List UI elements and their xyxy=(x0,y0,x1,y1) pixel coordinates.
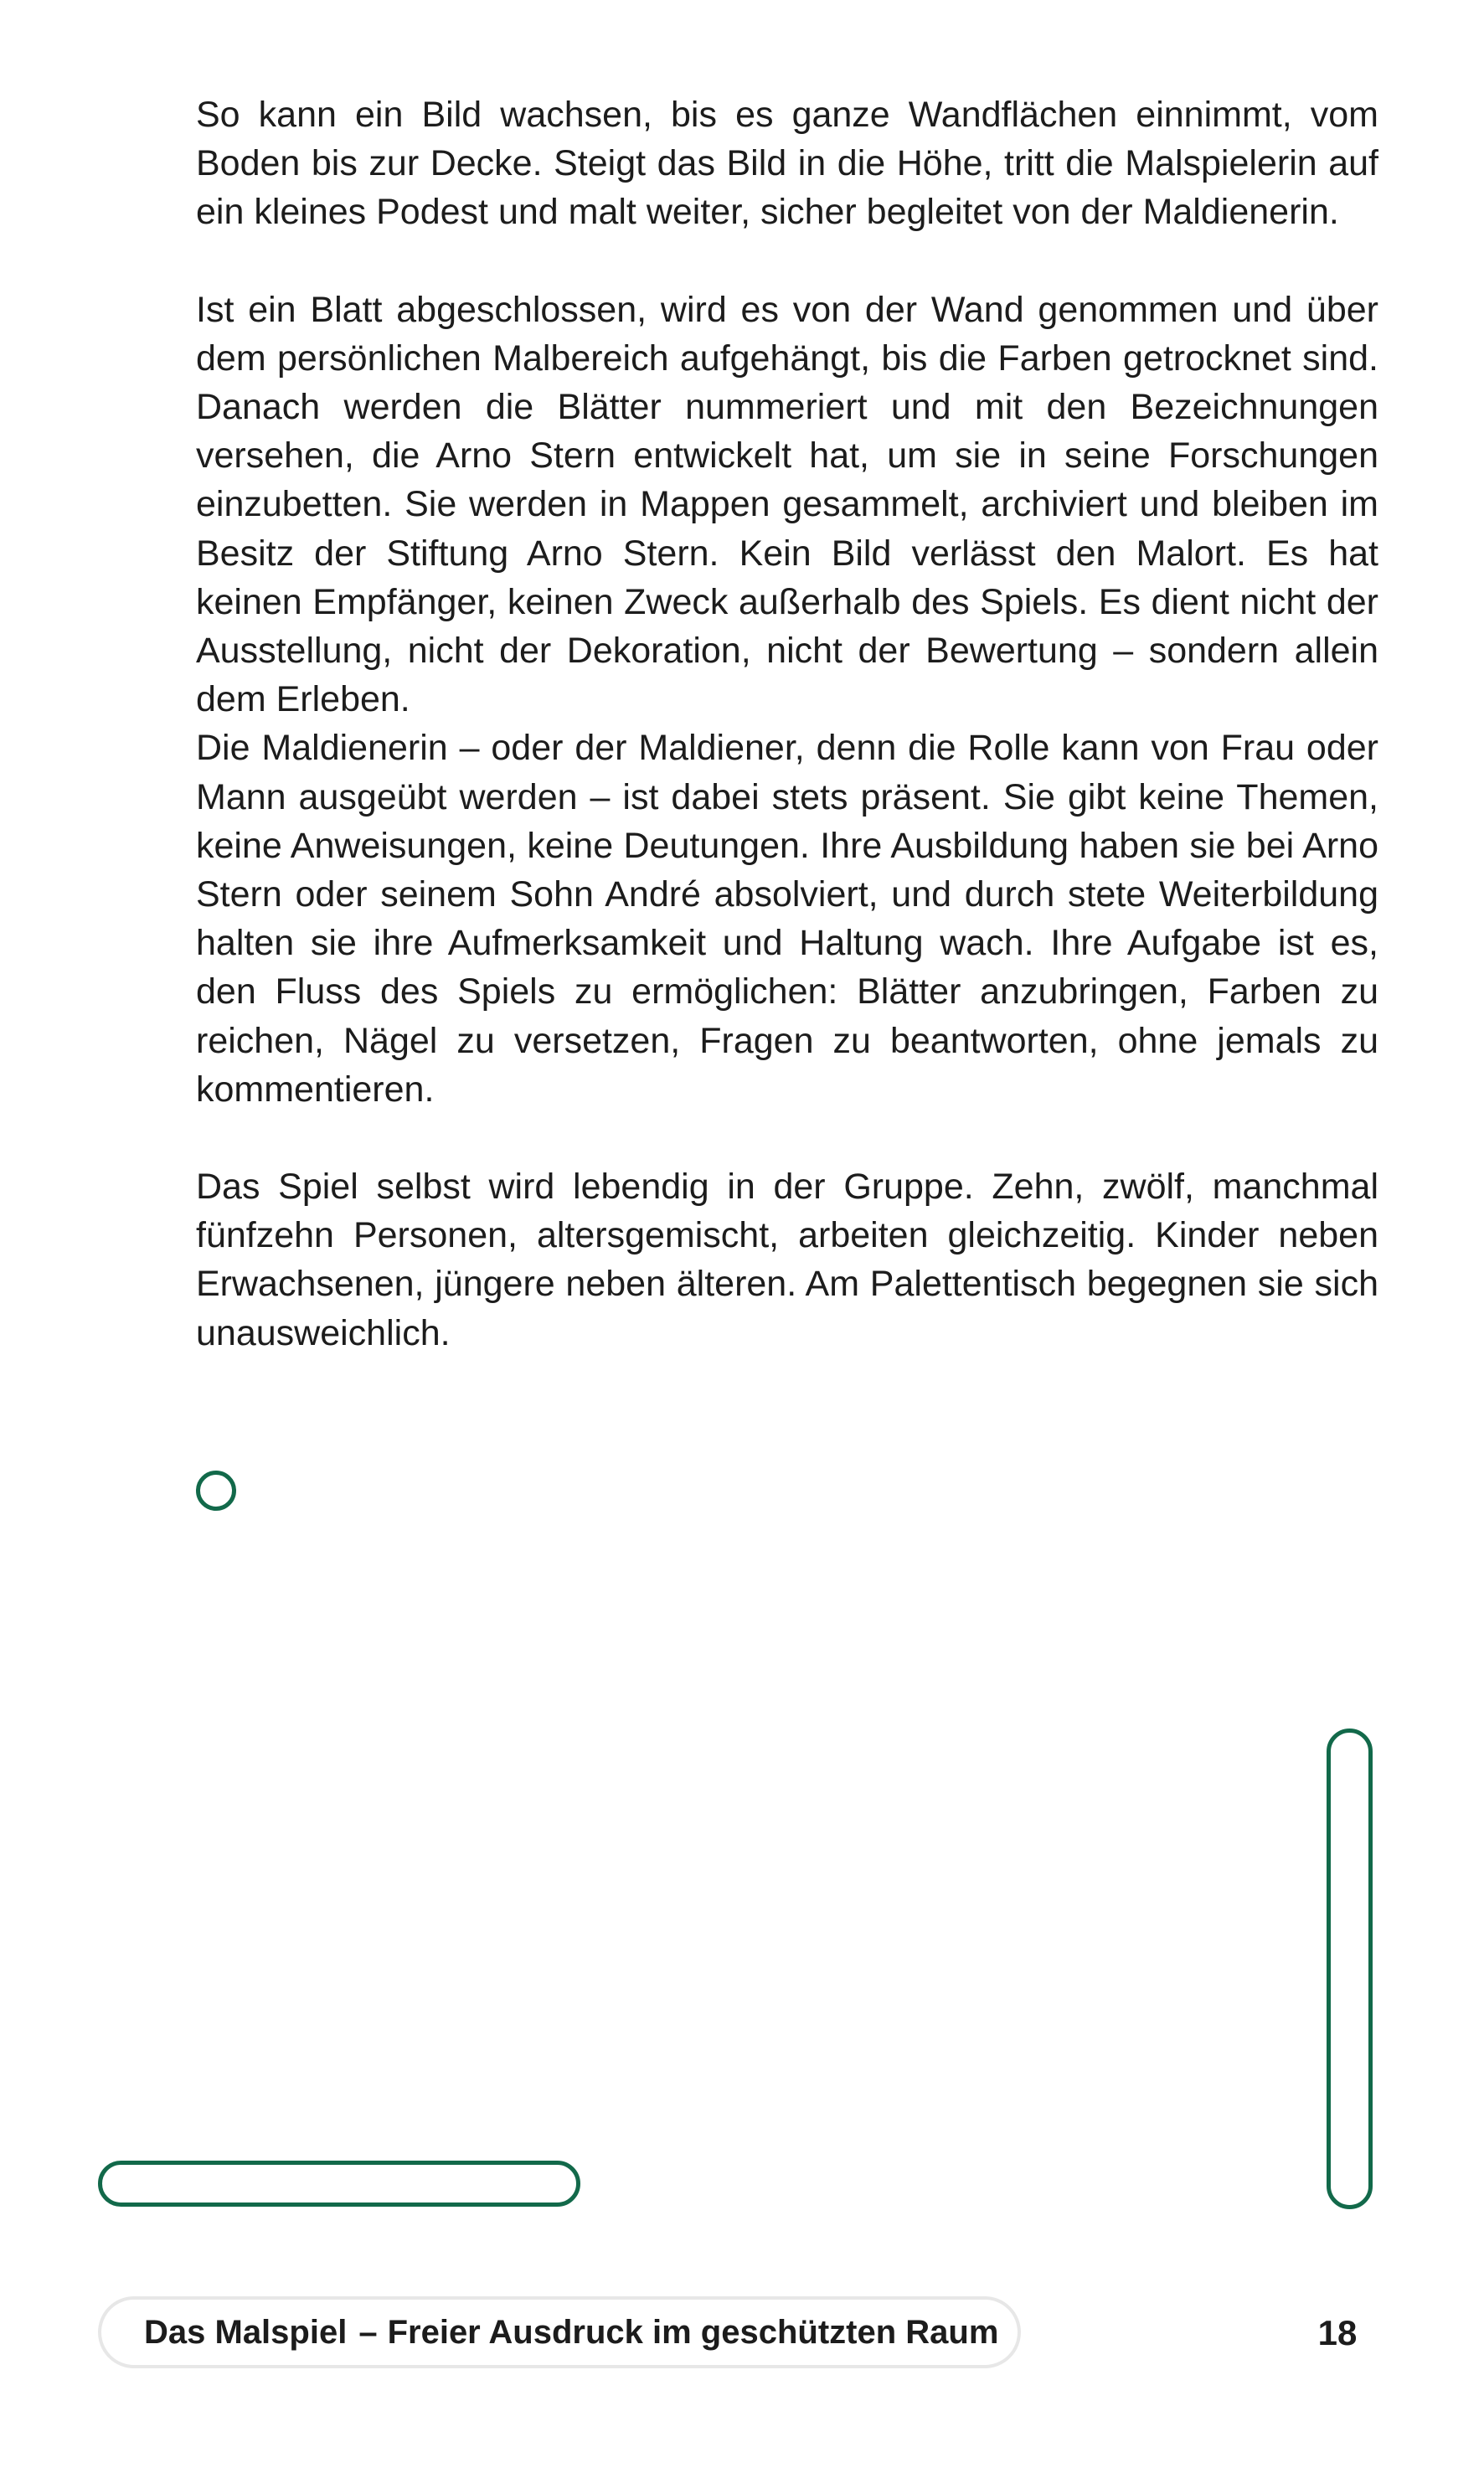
paragraph: So kann ein Bild wachsen, bis es ganze Wandflächen einnimmt, vom Boden bis zur Decke. Steigt das Bild in die Höhe, tritt die Malspielerin auf ein kleines Podest und malt weiter, sicher begleitet von der Maldienerin. xyxy=(196,95,1378,233)
decorative-circle-icon xyxy=(196,1471,236,1511)
paragraph: Ist ein Blatt abgeschlossen, wird es von der Wand genommen und über dem persönlichen Malbereich aufgehängt, bis die Farben getrocknet sind. Danach werden die Blätter nummeriert und mit den Bezeichnungen versehen, die Arno Stern entwickelt hat, um sie in seine Forschungen einzubetten. Sie werden in Mappen gesammelt, archiviert und bleiben im Besitz der Stiftung Arno Stern. Kein Bild verlässt den Malort. Es hat keinen Empfänger, keinen Zweck außerhalb des Spiels. Es dient nicht der Ausstellung, nicht der Dekoration, nicht der Bewertung – sondern allein dem Erleben. xyxy=(196,289,1378,720)
paragraph: Das Spiel selbst wird lebendig in der Gruppe. Zehn, zwölf, manchmal fünfzehn Personen, altersgemischt, arbeiten gleichzeitig. Kinder neben Erwachsenen, jüngere neben älteren. Am Palettentisch begegnen sie sich unausweichlich. xyxy=(196,1167,1378,1353)
footer-book-title: Das Malspiel xyxy=(144,2313,348,2351)
footer-separator: – xyxy=(358,2313,378,2351)
decorative-horizontal-bar xyxy=(98,2161,580,2207)
body-text xyxy=(196,90,1378,1358)
running-footer xyxy=(98,2296,1021,2368)
footer-subtitle: Freier Ausdruck im geschützten Raum xyxy=(387,2313,999,2351)
paragraph: Die Maldienerin – oder der Maldiener, denn die Rolle kann von Frau oder Mann ausgeübt werden – ist dabei stets präsent. Sie gibt keine Themen, keine Anweisungen, keine Deutungen. Ihre Ausbildung haben sie bei Arno Stern oder seinem Sohn André absolviert, und durch stete Weiterbildung halten sie ihre Aufmerksamkeit und Haltung wach. Ihre Aufgabe ist es, den Fluss des Spiels zu ermöglichen: Blätter anzubringen, Farben zu reichen, Nägel zu versetzen, Fragen zu beantworten, ohne jemals zu kommentieren. xyxy=(196,728,1378,1110)
page-number: 18 xyxy=(1317,2313,1358,2352)
decorative-vertical-bar xyxy=(1327,1729,1373,2209)
